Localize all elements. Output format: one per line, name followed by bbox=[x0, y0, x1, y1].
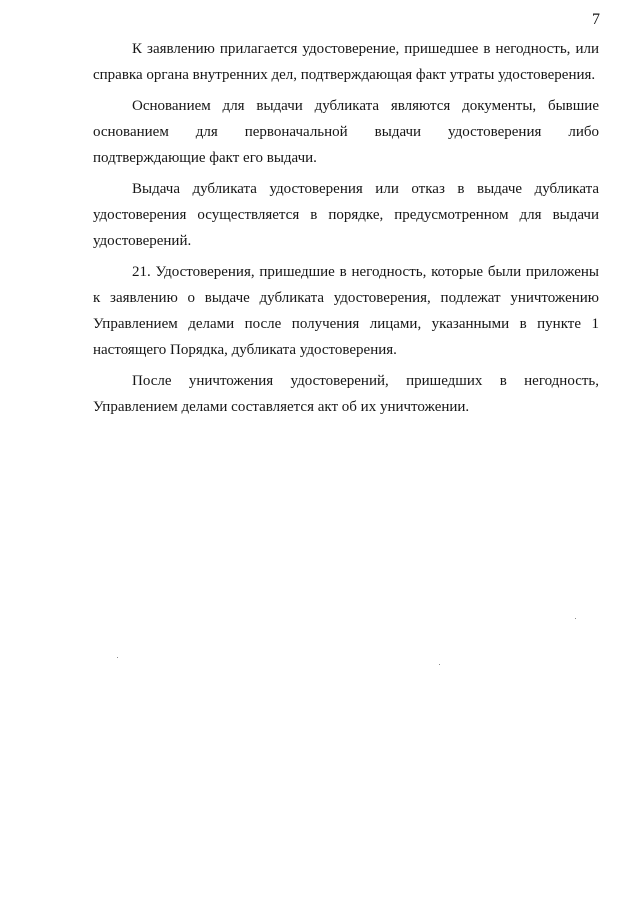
scan-speck bbox=[439, 664, 440, 665]
paragraph-issuance-procedure: Выдача дубликата удостоверения или отказ в выдаче дубликата удостоверения осуществляется в порядке, предусмотренном для выдачи удостоверений. bbox=[93, 181, 599, 249]
scan-speck bbox=[575, 618, 576, 619]
scan-speck bbox=[117, 657, 118, 658]
paragraph-destruction-act: После уничтожения удостоверений, пришедших в негодность, Управлением делами составляется акт об их уничтожении. bbox=[93, 373, 599, 415]
page-number: 7 bbox=[592, 11, 600, 28]
document-body bbox=[93, 36, 599, 425]
paragraph-attachment: К заявлению прилагается удостоверение, пришедшее в негодность, или справка органа внутренних дел, подтверждающая факт утраты удостоверения. bbox=[93, 41, 599, 83]
paragraph-21-destruction: 21. Удостоверения, пришедшие в негодность, которые были приложены к заявлению о выдаче дубликата удостоверения, подлежат уничтожению Управлением делами после получения лицами, указанными в пункте 1 настоящего Порядка, дубликата удостоверения. bbox=[93, 264, 599, 358]
paragraph-basis: Основанием для выдачи дубликата являются документы, бывшие основанием для первоначальной выдачи удостоверения либо подтверждающие факт его выдачи. bbox=[93, 98, 599, 166]
